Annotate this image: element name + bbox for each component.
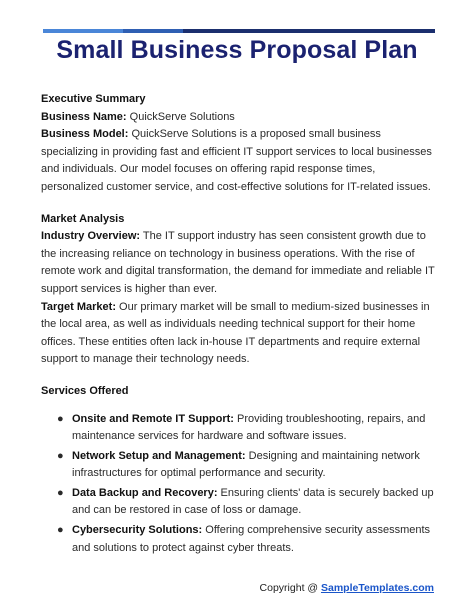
business-name-value: QuickServe Solutions bbox=[126, 110, 235, 123]
accent-bar-segment-dark bbox=[183, 29, 435, 33]
business-name-paragraph bbox=[41, 109, 436, 127]
target-market-paragraph bbox=[41, 299, 436, 369]
bullet-icon: ● bbox=[57, 449, 64, 462]
service-label: Network Setup and Management: bbox=[72, 449, 246, 462]
service-text: Ensuring clients' data is securely backed up and can be restored in case of loss or damage. bbox=[72, 486, 434, 517]
business-model-paragraph bbox=[41, 126, 436, 196]
site-link[interactable]: SampleTemplates.com bbox=[320, 582, 434, 594]
header-accent-bar bbox=[43, 29, 435, 33]
list-item bbox=[41, 522, 436, 557]
bullet-icon: ● bbox=[57, 524, 64, 537]
accent-bar-segment-mid bbox=[123, 29, 183, 33]
service-label: Onsite and Remote IT Support: bbox=[72, 412, 234, 425]
industry-overview-paragraph bbox=[41, 228, 436, 298]
industry-overview-value: The IT support industry has seen consistent growth due to the increasing reliance on technology in business operations. With the rise of remote work and digital transformation, the demand for immediate and reliable IT support services is higher than ever. bbox=[41, 230, 435, 295]
copyright-text: Copyright @ bbox=[259, 582, 321, 594]
document-body bbox=[41, 91, 436, 559]
services-offered-heading: Services Offered bbox=[41, 384, 129, 397]
business-model-label: Business Model: bbox=[41, 128, 129, 141]
business-model-value: QuickServe Solutions is a proposed small business specializing in providing fast and efficient IT support services to local businesses and individuals. Our model focuses on offering rapid response times, personalized customer service, and cost-effective solutions for IT-related issues. bbox=[41, 128, 432, 193]
bullet-icon: ● bbox=[57, 486, 64, 499]
bullet-icon: ● bbox=[57, 412, 64, 425]
industry-overview-label: Industry Overview: bbox=[41, 230, 141, 243]
list-item bbox=[41, 485, 436, 520]
service-text: Providing troubleshooting, repairs, and maintenance services for hardware and software issues. bbox=[72, 412, 426, 443]
service-label: Cybersecurity Solutions: bbox=[72, 524, 203, 537]
section-spacer bbox=[41, 197, 436, 211]
service-text: Offering comprehensive security assessments and solutions to protect against cyber threats. bbox=[72, 524, 431, 554]
target-market-label: Target Market: bbox=[41, 300, 116, 313]
market-analysis-heading: Market Analysis bbox=[41, 212, 125, 225]
business-name-label: Business Name: bbox=[41, 110, 127, 123]
page-title: Small Business Proposal Plan bbox=[56, 36, 418, 64]
executive-summary-heading: Executive Summary bbox=[41, 93, 146, 105]
service-label: Data Backup and Recovery: bbox=[72, 486, 218, 499]
section-spacer bbox=[41, 369, 436, 383]
target-market-value: Our primary market will be small to medium-sized businesses in the local area, as well as individuals needing technical support for their home offices. These entities often lack in-house IT departments and require external support to manage their technology needs. bbox=[41, 300, 430, 366]
footer-copyright bbox=[260, 582, 434, 594]
services-list bbox=[41, 411, 436, 558]
accent-bar-segment-light bbox=[43, 29, 123, 33]
service-text: Designing and maintaining network infrastructures for optimal performance and security. bbox=[72, 449, 420, 480]
list-item bbox=[41, 411, 436, 446]
list-item bbox=[41, 448, 436, 483]
